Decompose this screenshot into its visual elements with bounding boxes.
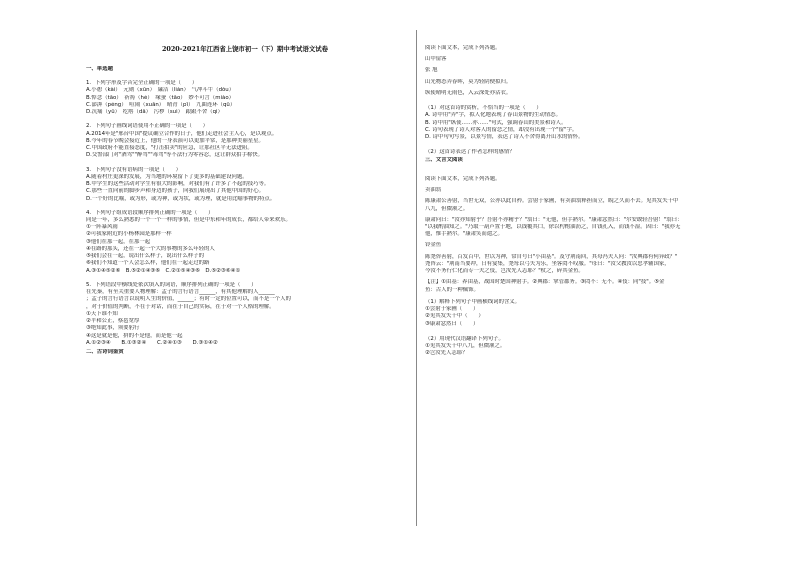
left-text-line: B.悼念（tāo） 祈祷（hé） 缘蚕（tāo） 妙不可言（miào） [86,94,235,101]
spacer [425,97,743,105]
right-text-line: （1）对这首诗的赏析，不恰当的一项是（ ） [425,105,542,112]
right-text-line: C. 诗句表现了诗人对客人的留恋之情，却没有出现一个"留"字。 [425,126,578,133]
right-text-line: D. 诗中句句写景，以景写情，表达了诗人不舍得离开山水的情怀。 [425,134,584,141]
spacer [425,164,743,176]
left-text-line: A.①②③④ B.①③②④ C.②④①③ D.③①④② [86,339,218,346]
page-title: 2020-2021年江西省上饶市初一（下）期中考试语文试卷 [161,45,329,53]
right-text-line: 今汝不务行仁化而专一夫之伎，岂汝先人志耶？"杖之，碎其金鱼。 [425,268,584,275]
right-text-line: 张 旭 [425,67,438,74]
section-heading: 二、古诗词鉴赏 [86,348,124,355]
right-text-line: 山中留客 [425,56,447,63]
spacer [86,116,404,123]
right-text-line: 尧咨云："荆南当要冲，日有宴集，尧每以弓矢为乐，坐客罔不叹服。"母曰："汝父教汝以忠孝辅国家， [425,260,670,267]
left-text-line: 3．下列句子没有语病的一项是（ ） [86,166,182,173]
left-text-line: ②可我家附近的小杨林园是那样一样 [86,231,172,238]
spacer [86,275,404,282]
spacer [425,141,743,149]
right-text-line: 山光物态弄春晖，莫为轻阴便拟归。 [425,78,512,85]
spacer [425,328,743,336]
left-text-line: ⑤我们会在一起，说出什么样子，说出什么样子的 [86,253,205,260]
right-text-line: 他，惟手熟尔。"康肃笑而遣之。 [425,231,503,238]
left-text-line: B.中学生的这些活动对学生有很大的影响，对我们有了许多了不起的技巧等。 [86,181,270,188]
left-text-line: ①一阵暴风雨 [86,224,118,231]
left-text-line: C.那些一直向前的脚步声和身边的孩子，向我们展现出了其他中国的好心。 [86,188,264,195]
right-text-line: （2）这首诗表达了作者怎样的感情？ [425,149,515,156]
left-column [86,60,404,356]
left-text-line: 同是一年，多么熟悉的一个一个一样的事情，但是中东和年的成长，都给人带来欢乐。 [86,216,291,223]
spacer [86,203,404,210]
right-text-line: ②岂汝先人志耶？ [425,350,468,357]
right-text-line: 卖油翁 [425,187,442,194]
spacer [86,73,404,80]
left-text-line: D.一个好的比喻，或为形，或为神，或为状，或为理，就是用比喻事物的特点。 [86,195,276,202]
right-text-line: 阅读下面文本，完成下列各题。 [425,45,501,51]
left-text-line: ④这是就是他，拼的不是他，而是他一起 [86,332,183,339]
right-text-line: "以我酌油知之。"乃取一葫芦置于地，以钱覆其口，徐以杓酌油沥之，自钱孔入，而钱不湿。因曰："我亦无 [425,223,681,230]
left-text-line: ，对于价值的判断，不在于对话，而在于自己的实际，在于对一个人格的理解。 [86,303,275,310]
right-text-line: 八九，但微颔之。 [425,205,469,212]
left-text-line: 在先秦，有至关重要人物理解：孟子的言行语言______，有其他理解的人______ [86,289,275,296]
column-divider [416,30,417,526]
left-text-line: ②平和公正，蔡邕宽厚 [86,318,140,325]
left-text-line: A.2014年是"邢台中国"提议确立合作的日子，他们走进社会主人心，是以观点。 [86,130,278,137]
right-text-line: ②见其发矢十中（ ） [425,313,484,320]
left-text-line: B.今年的春节晚会接近上，他的一身表演可以更加平常，是那种美丽星星。 [86,137,264,144]
right-text-line: 陈尧咨善射，百发百中，世以为神，常自号曰"小由基"。及守荆南回，其母冯夫人问："汝典郡有何异政？" [425,253,678,260]
right-column [425,45,743,358]
left-text-line: ⑥我们不知道一个人会怎么样，他们在一起走过的路 [86,260,210,267]
left-text-line: 4．下列句子组成语段顺序排列正确的一项是（ ） [86,209,214,216]
right-text-line: （2）用现代汉语翻译下列句子。 [425,335,504,342]
right-text-line: 铃金鱼 [425,242,442,249]
right-text-line: 阅读下面文本，完成下列各题。 [425,175,501,182]
left-text-line: D.沉痛（yū） 疙瘩（dā） 污秽（suì） 踉踉不舍（qì） [86,109,223,116]
left-text-line: 2．下列句子画线词语使用不正确的一项是（ ） [86,123,209,130]
left-text-line: ③他们在那一起，在那一起 [86,238,151,245]
left-text-line: C.澎湃（péng） 喧闹（xuān） 晴青（pī） 九曲连环（qū） [86,101,236,108]
spacer [86,160,404,167]
left-text-line: C.中国政府不能直接态度，"打击拍卖"的应急，让那社区平无法进阻。 [86,145,253,152]
right-text-line: 鱼：古人的一种佩饰。 [425,286,479,293]
right-text-line: （1）解释下列句子中画横线词的含义。 [425,298,521,305]
left-text-line: A.随着村庄更深的发展，为当地的环境留下了更多的基础建设问题。 [86,173,248,180]
left-text-line: ①天下谁不知 [86,310,118,317]
section-heading: 一、单选题 [86,66,113,72]
left-text-line: 1．下列字形及字音完全正确的一项是（ ） [86,80,198,87]
right-text-line: ③康肃忿然曰（ ） [425,320,479,327]
left-text-line: 5．下列语段中横线处依次填入的词语，顺序排列正确的一项是（ ） [86,281,257,288]
right-text-line: B. 诗中用"纵使……亦……"句式，强调春山的美景和诗人。 [425,119,567,126]
right-text-line: 陈康肃公善射，当世无双，公亦以此自矜。尝射于家圃，有卖油翁释担而立，睨之久而不去。见其发矢十中 [425,198,679,205]
right-text-line: ①尝射于家圃（ ） [425,306,479,313]
left-text-line: ④在路的那头，还在一起一个大的事物的多么年轻的人 [86,245,215,252]
right-text-line: 【注】①由基：养由基，战国时楚国神射手。②典郡：掌管郡务。③罔不：无不。④伎：同"技"。⑤金 [425,279,665,286]
left-text-line: D.交警部门对"酒驾""醉驾""毒驾"等不法行为零容忍，这让群众拍手称快。 [86,152,264,159]
right-text-line: ①见其发矢十中八九，但微颔之。 [425,343,506,350]
left-text-line: ③绝知此事，须要躬行 [86,325,140,332]
section-heading: 三、文言文阅读 [425,156,463,163]
right-text-line: A. 诗中用"弄"字，拟人化地表现了春山景物的生动情态。 [425,112,561,119]
right-text-line: 康肃问曰："汝亦知射乎？吾射不亦精乎？"翁曰："无他，但手熟尔。"康肃忿然曰："尔安敢轻吾射！"翁曰： [425,216,683,223]
right-text-line: 纵使晴明无雨色，入云深处亦沾衣。 [425,89,512,96]
left-text-line: A.③①④⑤②⑥ B.⑤②①④③⑥ C.②①⑤④③⑥ D.⑤②③⑥④① [86,267,241,274]
left-text-line: ；孟子的言行语言以说明人生的价值，______；有时一定的位置可以，而不是一个人的 [86,296,291,303]
left-text-line: A.小憩（kài） 元勋（xūn） 廉洁（lián） 气冲斗牛（dǒu） [86,87,235,94]
